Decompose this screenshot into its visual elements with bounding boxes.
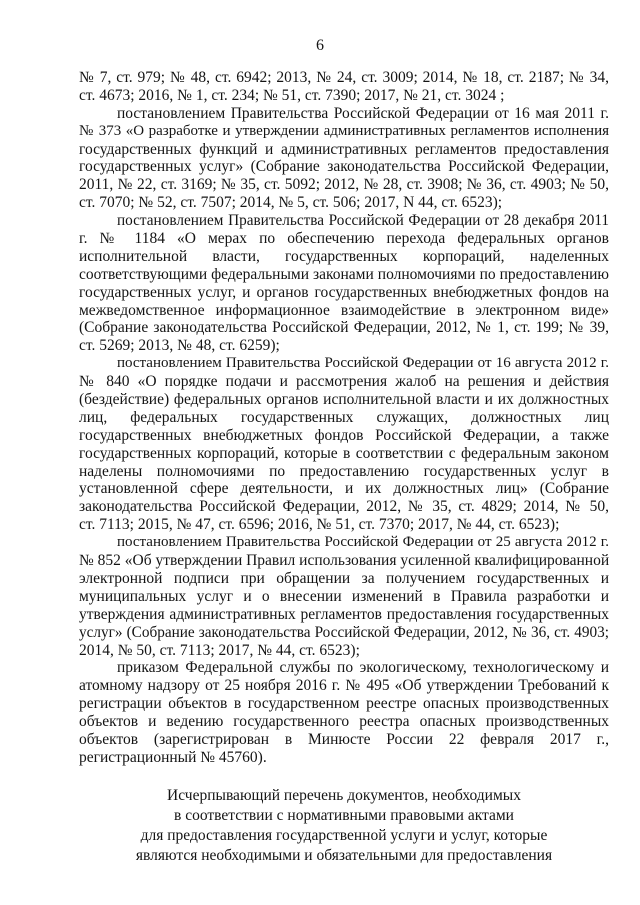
text-line: № 852 «Об утверждении Правил использования усиленной квалифицированной xyxy=(79,552,610,570)
text-line: постановлением Правительства Российской Федерации от 28 декабря 2011 xyxy=(117,212,609,230)
text-line: услуг» (Собрание законодательства Российской Федерации, 2012, № 36, ст. 4903; xyxy=(79,623,609,641)
text-line: утверждения административных регламентов предоставления государственных xyxy=(79,605,609,623)
text-line: (бездействие) федеральных органов исполнительной власти и их должностных xyxy=(79,391,609,409)
text-line: атомному надзору от 25 ноября 2016 г. № 495 «Об утверждении Требований к xyxy=(79,677,609,695)
text-line: постановлением Правительства Российской Федерации от 16 мая 2011 г. xyxy=(117,104,609,122)
text-line: № 7, ст. 979; № 48, ст. 6942; 2013, № 24, ст. 3009; 2014, № 18, ст. 2187; № 34, xyxy=(79,69,609,86)
text-line: регистрационный № 45760). xyxy=(79,748,267,766)
paragraph xyxy=(79,69,609,105)
text-line: (Собрание законодательства Российской Федерации, 2012, № 1, ст. 199; № 39, xyxy=(79,319,609,337)
paragraph xyxy=(79,355,609,534)
text-line: исполнительной власти, государственных корпораций, наделенных xyxy=(79,247,609,265)
text-line: наделены полномочиями по предоставлению государственных услуг в xyxy=(79,462,609,480)
text-line: объектов и ведению государственного реестра опасных производственных xyxy=(79,713,609,731)
heading-line: являются необходимыми и обязательными для предоставления xyxy=(135,847,553,864)
text-line: электронной подписи при обращении за получением государственных и xyxy=(79,569,609,587)
text-line: постановлением Правительства Российской Федерации от 25 августа 2012 г. xyxy=(117,534,609,551)
text-line: соответствующими федеральными законами полномочиями по предоставлению xyxy=(79,265,609,283)
text-line: государственных функций и административных регламентов предоставления xyxy=(79,140,609,158)
paragraph xyxy=(79,212,609,355)
page-number: 6 xyxy=(316,37,324,54)
text-line: регистрации объектов в государственном реестре опасных производственных xyxy=(79,695,609,713)
text-line: межведомственное информационное взаимодействие в электронном виде» xyxy=(79,301,609,319)
text-line: установленной сфере деятельности, и их должностных лиц» (Собрание xyxy=(79,480,609,498)
text-line: ст. 4673; 2016, № 1, ст. 234; № 51, ст. 7390; 2017, № 21, ст. 3024 ; xyxy=(79,86,505,104)
text-line: государственных услуг, и органов государственных внебюджетных фондов на xyxy=(79,283,609,301)
document-body xyxy=(79,69,609,767)
paragraph xyxy=(79,105,609,212)
text-line: г. № 1184 «О мерах по обеспечению перехода федеральных органов xyxy=(79,230,609,248)
heading-line: для предоставления государственной услуги и услуг, которые xyxy=(140,827,548,844)
text-line: приказом Федеральной службы по экологическому, технологическому и xyxy=(117,659,609,677)
text-line: объектов (зарегистрирован в Минюсте России 22 февраля 2017 г., xyxy=(79,730,609,748)
text-line: постановлением Правительства Российской Федерации от 16 августа 2012 г. xyxy=(117,355,609,372)
heading-line: в соответствии с нормативными правовыми актами xyxy=(174,807,514,824)
text-line: 2011, № 22, ст. 3169; № 35, ст. 5092; 2012, № 28, ст. 3908; № 36, ст. 4903; № 50, xyxy=(79,176,609,194)
text-line: государственных внебюджетных фондов Российской Федерации, а также xyxy=(79,426,609,444)
text-line: законодательства Российской Федерации, 2012, № 35, ст. 4829; 2014, № 50, xyxy=(79,498,609,516)
section-heading xyxy=(79,786,609,866)
text-line: № 373 «О разработке и утверждении административных регламентов исполнения xyxy=(79,122,609,139)
text-line: государственных услуг» (Собрание законодательства Российской Федерации, xyxy=(79,158,609,176)
paragraph xyxy=(79,659,609,766)
text-line: ст. 7070; № 52, ст. 7507; 2014, № 5, ст. 506; 2017, N 44, ст. 6523); xyxy=(79,194,503,212)
text-line: ст. 7113; 2015, № 47, ст. 6596; 2016, № 51, ст. 7370; 2017, № 44, ст. 6523); xyxy=(79,516,560,534)
text-line: 2014, № 50, ст. 7113; 2017, № 44, ст. 6523); xyxy=(79,641,360,659)
text-line: государственных корпораций, которые в соответствии с федеральным законом xyxy=(79,444,609,462)
text-line: муниципальных услуг и о внесении изменений в Правила разработки и xyxy=(79,587,609,605)
text-line: № 840 «О порядке подачи и рассмотрения жалоб на решения и действия xyxy=(79,373,609,391)
heading-line: Исчерпывающий перечень документов, необходимых xyxy=(167,787,521,804)
paragraph xyxy=(79,534,609,659)
text-line: лиц, федеральных государственных служащих, должностных лиц xyxy=(79,408,609,426)
text-line: ст. 5269; 2013, № 48, ст. 6259); xyxy=(79,337,280,355)
